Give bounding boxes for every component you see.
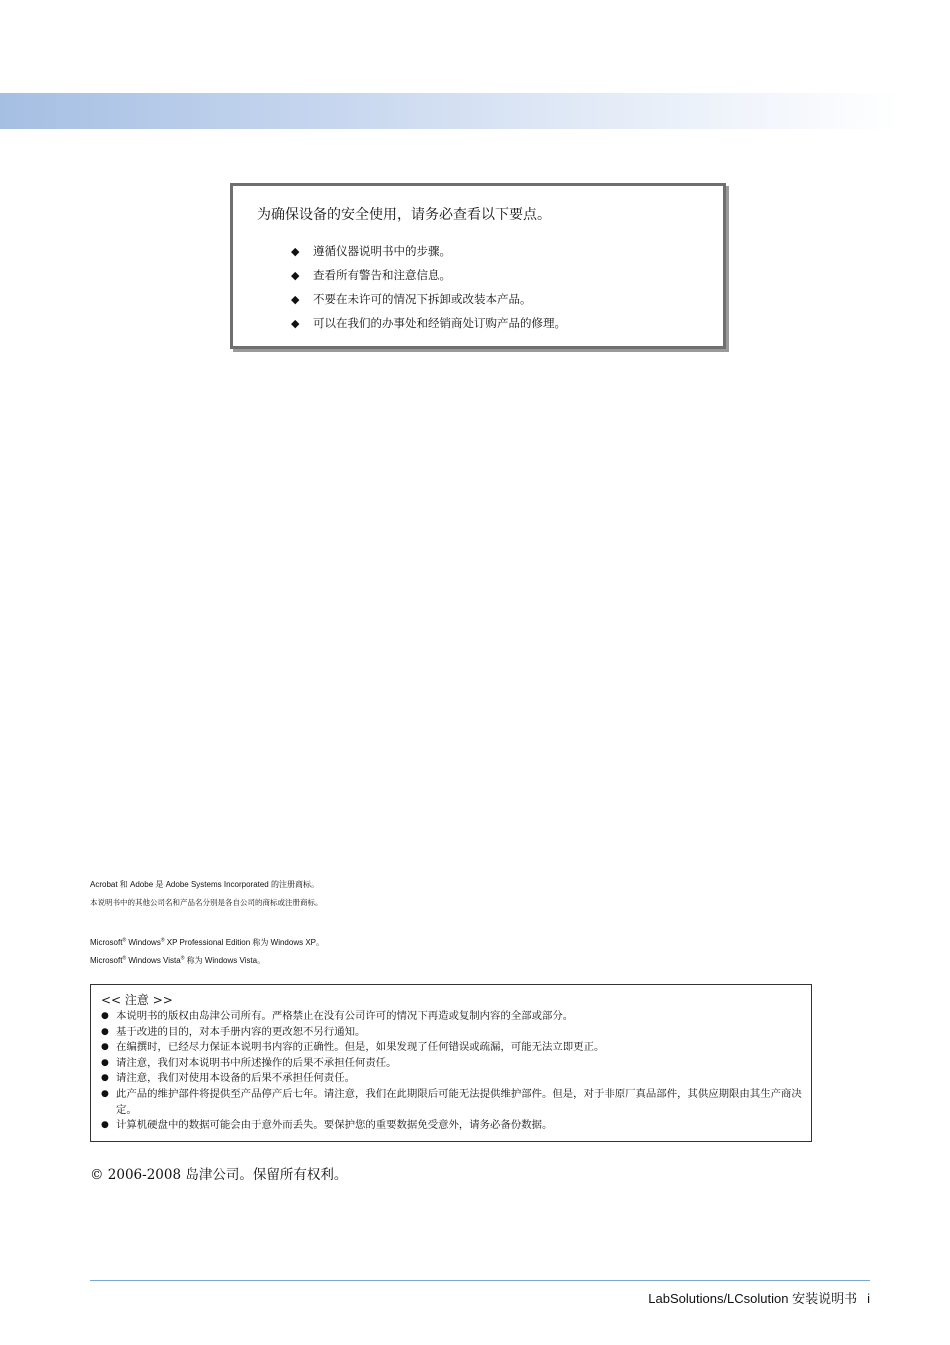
trademark-text: Microsoft bbox=[90, 938, 123, 947]
bullet-icon: ● bbox=[101, 1011, 109, 1021]
header-band bbox=[0, 93, 900, 129]
safety-item-text: 查看所有警告和注意信息。 bbox=[313, 268, 451, 282]
safety-title: 为确保设备的安全使用，请务必查看以下要点。 bbox=[257, 207, 551, 223]
trademark-text: XP Professional Edition 称为 Windows XP。 bbox=[164, 938, 324, 947]
trademark-text: Windows bbox=[126, 938, 161, 947]
diamond-bullet-icon: ◆ bbox=[291, 316, 300, 330]
trademark-text: 称为 Windows Vista。 bbox=[184, 956, 266, 965]
notice-item-text: 此产品的维护部件将提供至产品停产后七年。请注意，我们在此期限后可能无法提供维护部件。但是，对于非原厂真品部件，其供应期限由其生产商决定。 bbox=[116, 1087, 802, 1116]
bullet-icon: ● bbox=[101, 1057, 109, 1068]
list-item bbox=[101, 1056, 811, 1072]
list-item bbox=[101, 1087, 811, 1118]
bullet-icon: ● bbox=[101, 1088, 109, 1099]
bullet-icon: ● bbox=[101, 1026, 109, 1037]
diamond-bullet-icon: ◆ bbox=[291, 244, 300, 258]
registered-mark: ® bbox=[160, 937, 165, 944]
diamond-bullet-icon: ◆ bbox=[291, 268, 300, 282]
list-item bbox=[291, 311, 566, 335]
trademark-line-1: Acrobat 和 Adobe 是 Adobe Systems Incorporated 的注册商标。 bbox=[90, 880, 319, 889]
bullet-icon: ● bbox=[101, 1120, 109, 1131]
footer-title: LabSolutions/LCsolution 安装说明书 bbox=[648, 1291, 858, 1306]
trademark-line-4 bbox=[90, 955, 265, 966]
notice-item-text: 请注意，我们对本说明书中所述操作的后果不承担任何责任。 bbox=[116, 1056, 397, 1069]
safety-notice-box bbox=[230, 183, 726, 349]
list-item bbox=[101, 1009, 811, 1025]
safety-item-text: 可以在我们的办事处和经销商处订购产品的修理。 bbox=[313, 316, 566, 330]
trademark-line-3 bbox=[90, 937, 324, 948]
bullet-icon: ● bbox=[101, 1073, 109, 1084]
notice-heading: << 注意 >> bbox=[101, 993, 173, 1007]
footer-divider bbox=[90, 1280, 870, 1281]
copyright-text: © 2006-2008 岛津公司。保留所有权利。 bbox=[90, 1167, 348, 1183]
trademark-text: Windows Vista bbox=[126, 956, 181, 965]
list-item bbox=[291, 263, 566, 287]
page-footer bbox=[648, 1288, 870, 1307]
notice-item-text: 在编撰时，已经尽力保证本说明书内容的正确性。但是，如果发现了任何错误或疏漏，可能无法立即更正。 bbox=[116, 1041, 605, 1054]
registered-mark: ® bbox=[122, 955, 127, 962]
notice-item-text: 基于改进的目的，对本手册内容的更改恕不另行通知。 bbox=[116, 1025, 366, 1038]
list-item bbox=[291, 287, 566, 311]
page-number: i bbox=[867, 1291, 870, 1306]
diamond-bullet-icon: ◆ bbox=[291, 292, 300, 306]
bullet-icon: ● bbox=[101, 1042, 109, 1053]
safety-item-text: 遵循仪器说明书中的步骤。 bbox=[313, 244, 451, 258]
trademark-line-2: 本说明书中的其他公司名和产品名分别是各自公司的商标或注册商标。 bbox=[90, 898, 323, 907]
registered-mark: ® bbox=[122, 937, 127, 944]
safety-list bbox=[291, 239, 566, 335]
list-item bbox=[291, 239, 566, 263]
notice-item-text: 本说明书的版权由岛津公司所有。严格禁止在没有公司许可的情况下再造或复制内容的全部或部分。 bbox=[116, 1010, 574, 1022]
notice-item-text: 请注意，我们对使用本设备的后果不承担任何责任。 bbox=[116, 1072, 355, 1085]
list-item bbox=[101, 1118, 811, 1134]
trademark-text: Microsoft bbox=[90, 956, 123, 965]
list-item bbox=[101, 1025, 811, 1041]
notice-item-text: 计算机硬盘中的数据可能会由于意外而丢失。要保护您的重要数据免受意外，请务必备份数据。 bbox=[116, 1119, 553, 1132]
registered-mark: ® bbox=[180, 955, 185, 962]
list-item bbox=[101, 1071, 811, 1087]
safety-item-text: 不要在未许可的情况下拆卸或改装本产品。 bbox=[313, 292, 532, 306]
list-item bbox=[101, 1040, 811, 1056]
notice-box bbox=[90, 984, 812, 1142]
